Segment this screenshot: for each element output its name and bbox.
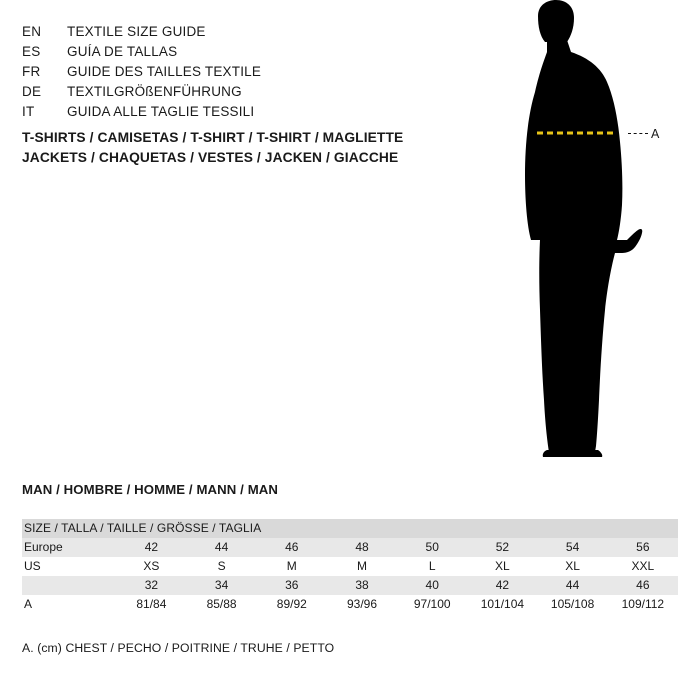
cell-us-8: XXL [608, 557, 678, 576]
cell-a-6: 101/104 [467, 595, 537, 614]
table-header-label: SIZE / TALLA / TAILLE / GRÖSSE / TAGLIA [22, 519, 678, 538]
language-row-it [22, 104, 452, 124]
cell-europe-7: 54 [538, 538, 608, 557]
language-code-fr: FR [22, 64, 41, 79]
row-label-a: A [22, 595, 116, 614]
cell-us-1: XS [116, 557, 186, 576]
cell-europe-4: 48 [327, 538, 397, 557]
cell-a-4: 93/96 [327, 595, 397, 614]
cell-us-5: L [397, 557, 467, 576]
cell-usnum-4: 38 [327, 576, 397, 595]
language-code-de: DE [22, 84, 42, 99]
row-label-europe: Europe [22, 538, 116, 557]
cell-us-2: S [186, 557, 256, 576]
cell-a-7: 105/108 [538, 595, 608, 614]
cell-europe-8: 56 [608, 538, 678, 557]
cell-us-3: M [257, 557, 327, 576]
language-code-en: EN [22, 24, 42, 39]
cell-us-4: M [327, 557, 397, 576]
language-title-es: GUÍA DE TALLAS [67, 44, 178, 59]
cell-europe-5: 50 [397, 538, 467, 557]
language-code-it: IT [22, 104, 35, 119]
male-silhouette-illustration [455, 0, 700, 470]
cell-usnum-6: 42 [467, 576, 537, 595]
size-table [22, 519, 678, 614]
row-label-us: US [22, 557, 116, 576]
gender-heading: MAN / HOMBRE / HOMME / MANN / MAN [22, 482, 279, 497]
cell-usnum-2: 34 [186, 576, 256, 595]
cell-usnum-3: 36 [257, 576, 327, 595]
footnote-chest-measure: A. (cm) CHEST / PECHO / POITRINE / TRUHE / PETTO [22, 641, 335, 655]
category-tshirts: T-SHIRTS / CAMISETAS / T-SHIRT / T-SHIRT / MAGLIETTE [22, 130, 404, 145]
language-title-it: GUIDA ALLE TAGLIE TESSILI [67, 104, 255, 119]
language-row-es [22, 44, 452, 64]
language-title-fr: GUIDE DES TAILLES TEXTILE [67, 64, 262, 79]
measure-leader-line [628, 133, 648, 134]
cell-usnum-5: 40 [397, 576, 467, 595]
table-row [22, 557, 678, 576]
cell-a-2: 85/88 [186, 595, 256, 614]
language-code-es: ES [22, 44, 41, 59]
cell-usnum-7: 44 [538, 576, 608, 595]
row-label-us-numeric [22, 576, 116, 595]
cell-a-1: 81/84 [116, 595, 186, 614]
cell-us-7: XL [538, 557, 608, 576]
cell-us-6: XL [467, 557, 537, 576]
language-title-en: TEXTILE SIZE GUIDE [67, 24, 206, 39]
cell-usnum-8: 46 [608, 576, 678, 595]
language-row-en [22, 24, 452, 44]
table-header-row [22, 519, 678, 538]
cell-europe-2: 44 [186, 538, 256, 557]
table-row [22, 538, 678, 557]
category-block [22, 128, 492, 168]
language-title-de: TEXTILGRÖßENFÜHRUNG [67, 84, 242, 99]
language-row-fr [22, 64, 452, 84]
cell-a-5: 97/100 [397, 595, 467, 614]
measure-label-a: A [651, 127, 660, 141]
table-row [22, 576, 678, 595]
language-title-block [22, 24, 452, 124]
cell-usnum-1: 32 [116, 576, 186, 595]
cell-a-8: 109/112 [608, 595, 678, 614]
language-row-de [22, 84, 452, 104]
category-jackets: JACKETS / CHAQUETAS / VESTES / JACKEN / GIACCHE [22, 150, 399, 165]
cell-a-3: 89/92 [257, 595, 327, 614]
cell-europe-6: 52 [467, 538, 537, 557]
cell-europe-1: 42 [116, 538, 186, 557]
table-row [22, 595, 678, 614]
cell-europe-3: 46 [257, 538, 327, 557]
